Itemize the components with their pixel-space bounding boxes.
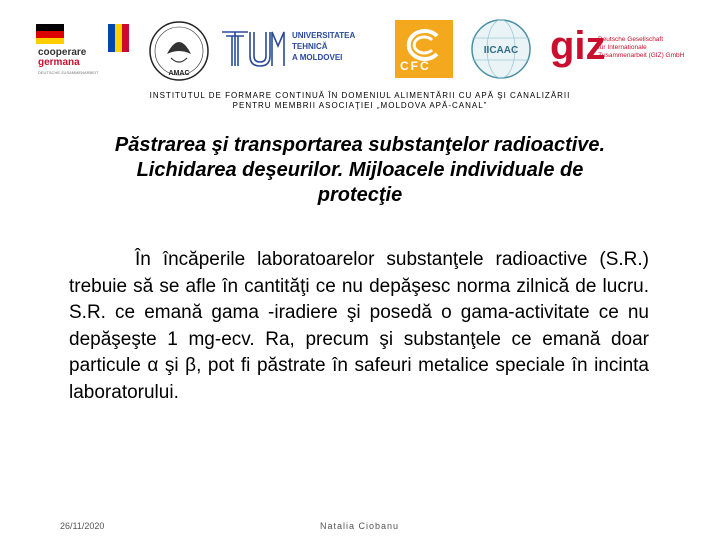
iicaac-label: IICAAC: [483, 45, 519, 56]
giz-logo: [550, 26, 690, 74]
utm-mark-icon: [220, 26, 286, 70]
amac-emblem-icon: [145, 20, 213, 82]
coop-subtitle: DEUTSCHE ZUSAMMENARBEIT: [38, 70, 99, 75]
amac-label: AMAC: [168, 70, 190, 77]
footer-date: 26/11/2020: [60, 521, 105, 531]
institute-line1: INSTITUTUL DE FORMARE CONTINUĂ ÎN DOMENIUL ALIMENTĂRII CU APĂ ŞI CANALIZĂRII: [149, 91, 571, 100]
cfc-logo: [395, 20, 453, 78]
utm-line1: UNIVERSITATEA TEHNICĂ: [292, 31, 355, 51]
german-flag-icon: [36, 24, 64, 44]
amac-logo: [145, 20, 213, 82]
giz-wordmark: giz: [550, 24, 606, 68]
giz-line2: für Internationale: [598, 44, 647, 51]
coop-line2: germana: [38, 57, 80, 68]
cfc-ring-icon: [403, 28, 445, 62]
institute-header: [120, 91, 600, 111]
giz-line3: Zusammenarbeit (GIZ) GmbH: [598, 52, 685, 59]
footer-author: Natalia Ciobanu: [320, 521, 400, 531]
giz-line1: Deutsche Gesellschaft: [598, 36, 664, 43]
institute-line2: PENTRU MEMBRII ASOCIAŢIEI „MOLDOVA APĂ-CANAL”: [232, 101, 488, 110]
title-line1: Păstrarea şi transportarea substanţelor radioactive.: [114, 134, 606, 156]
iicaac-globe-icon: [470, 18, 532, 80]
moldova-flag-icon: [108, 24, 130, 52]
utm-logo: [220, 24, 370, 74]
title-line2: Lichidarea deşeurilor. Mijloacele individuale de: [136, 159, 584, 181]
coop-line1: cooperare: [38, 47, 87, 58]
utm-line2: A MOLDOVEI: [292, 53, 343, 62]
cfc-label: CFC: [400, 59, 431, 73]
body-paragraph: În încăperile laboratoarelor substanţele radioactive (S.R.) trebuie să se afle în cantităţi ce nu depăşesc norma zilnică de lucru. S.R. ce emană gama -iradiere şi posedă o gama-activitate ce nu depăşeşte 1 mg-ecv. Ra, precum şi substanţele ce emană doar particule α şi β, pot fi păstrate în safeuri metalice speciale în incinta laboratorului.: [69, 249, 649, 403]
iicaac-logo: [470, 18, 532, 80]
slide-title: [40, 133, 680, 208]
slide-body: [69, 247, 649, 406]
title-line3: protecţie: [317, 184, 403, 206]
logo-bar: [0, 6, 720, 80]
cooperare-germana-logo: [36, 24, 130, 82]
